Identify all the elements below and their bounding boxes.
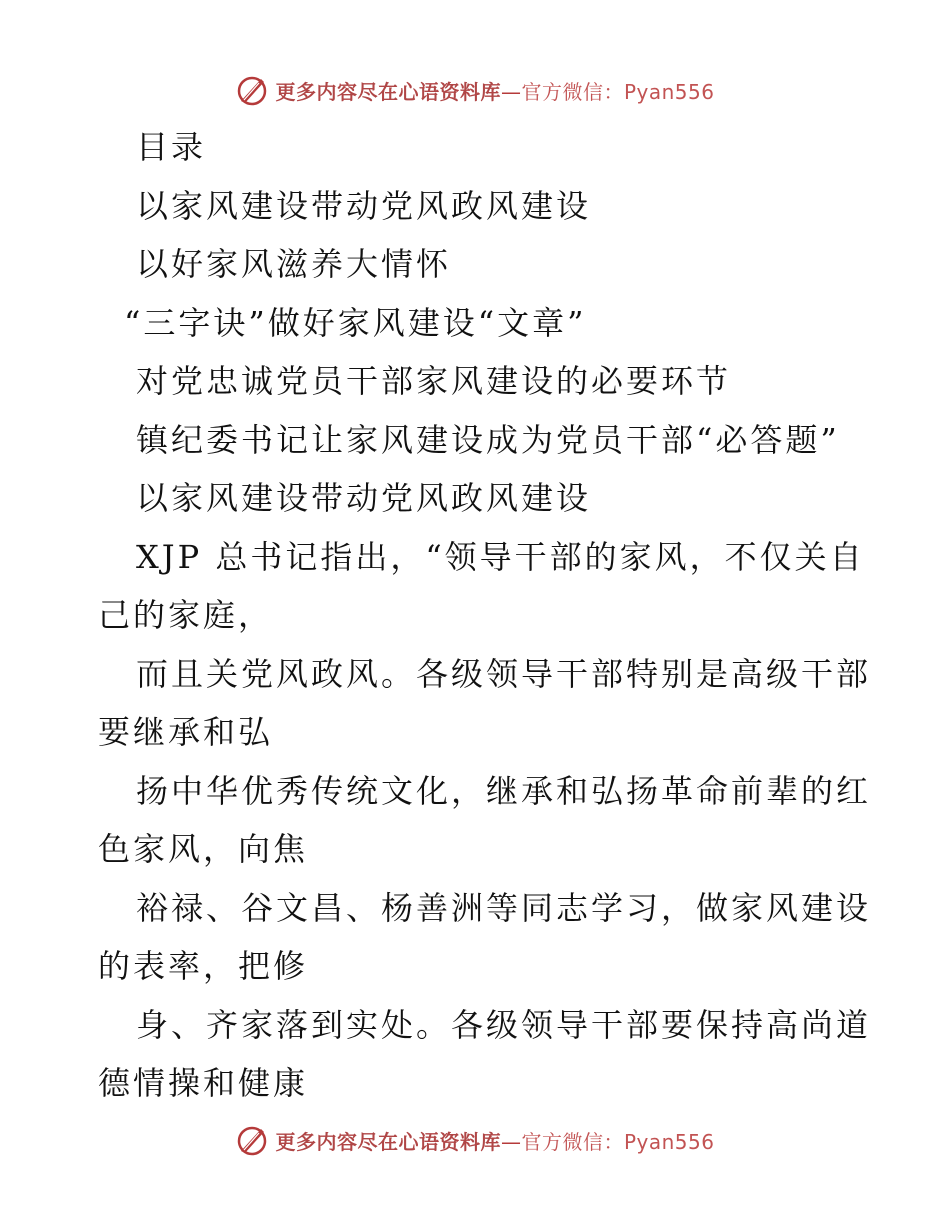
footer-banner-wechat: 官方微信：Pyan556 bbox=[521, 1129, 715, 1154]
paragraph-line: 而且关党风政风。各级领导干部特别是高级干部 bbox=[136, 654, 872, 693]
section-heading: 以家风建设带动党风政风建设 bbox=[136, 479, 592, 517]
paragraph-line: 的表率，把修 bbox=[98, 947, 309, 985]
paragraph-line: 色家风，向焦 bbox=[98, 830, 309, 868]
header-banner-wechat: 官方微信：Pyan556 bbox=[521, 79, 715, 104]
toc-item: 以家风建设带动党风政风建设 bbox=[136, 186, 592, 225]
paragraph-line: 德情操和健康 bbox=[98, 1064, 309, 1102]
paragraph-line: 扬中华优秀传统文化，继承和弘扬革命前辈的红 bbox=[136, 771, 872, 810]
toc-item: “三字诀”做好家风建设“文章” bbox=[124, 303, 587, 342]
toc-item: 镇纪委书记让家风建设成为党员干部“必答题” bbox=[136, 420, 840, 459]
toc-item: 对党忠诚党员干部家风建设的必要环节 bbox=[136, 362, 732, 400]
footer-banner bbox=[0, 1120, 950, 1160]
paragraph-line: 要继承和弘 bbox=[98, 713, 274, 751]
header-banner-separator: — bbox=[500, 79, 522, 104]
paragraph-line: 身、齐家落到实处。各级领导干部要保持高尚道 bbox=[136, 1005, 872, 1044]
feather-pen-logo-icon bbox=[235, 73, 269, 107]
header-banner-text bbox=[275, 76, 714, 105]
feather-pen-logo-icon bbox=[235, 1123, 269, 1157]
footer-banner-text bbox=[275, 1126, 714, 1155]
paragraph-line: 己的家庭， bbox=[98, 596, 274, 634]
document-body bbox=[98, 118, 872, 1113]
header-banner-brand: 更多内容尽在心语资料库 bbox=[275, 81, 501, 104]
paragraph-line: 裕禄、谷文昌、杨善洲等同志学习，做家风建设 bbox=[136, 888, 872, 927]
footer-banner-separator: — bbox=[500, 1129, 522, 1154]
toc-title: 目录 bbox=[136, 128, 207, 166]
toc-item: 以好家风滋养大情怀 bbox=[136, 245, 452, 283]
paragraph-line: XJP 总书记指出，“领导干部的家风，不仅关自 bbox=[136, 537, 865, 576]
footer-banner-brand: 更多内容尽在心语资料库 bbox=[275, 1131, 501, 1154]
header-banner bbox=[0, 70, 950, 110]
